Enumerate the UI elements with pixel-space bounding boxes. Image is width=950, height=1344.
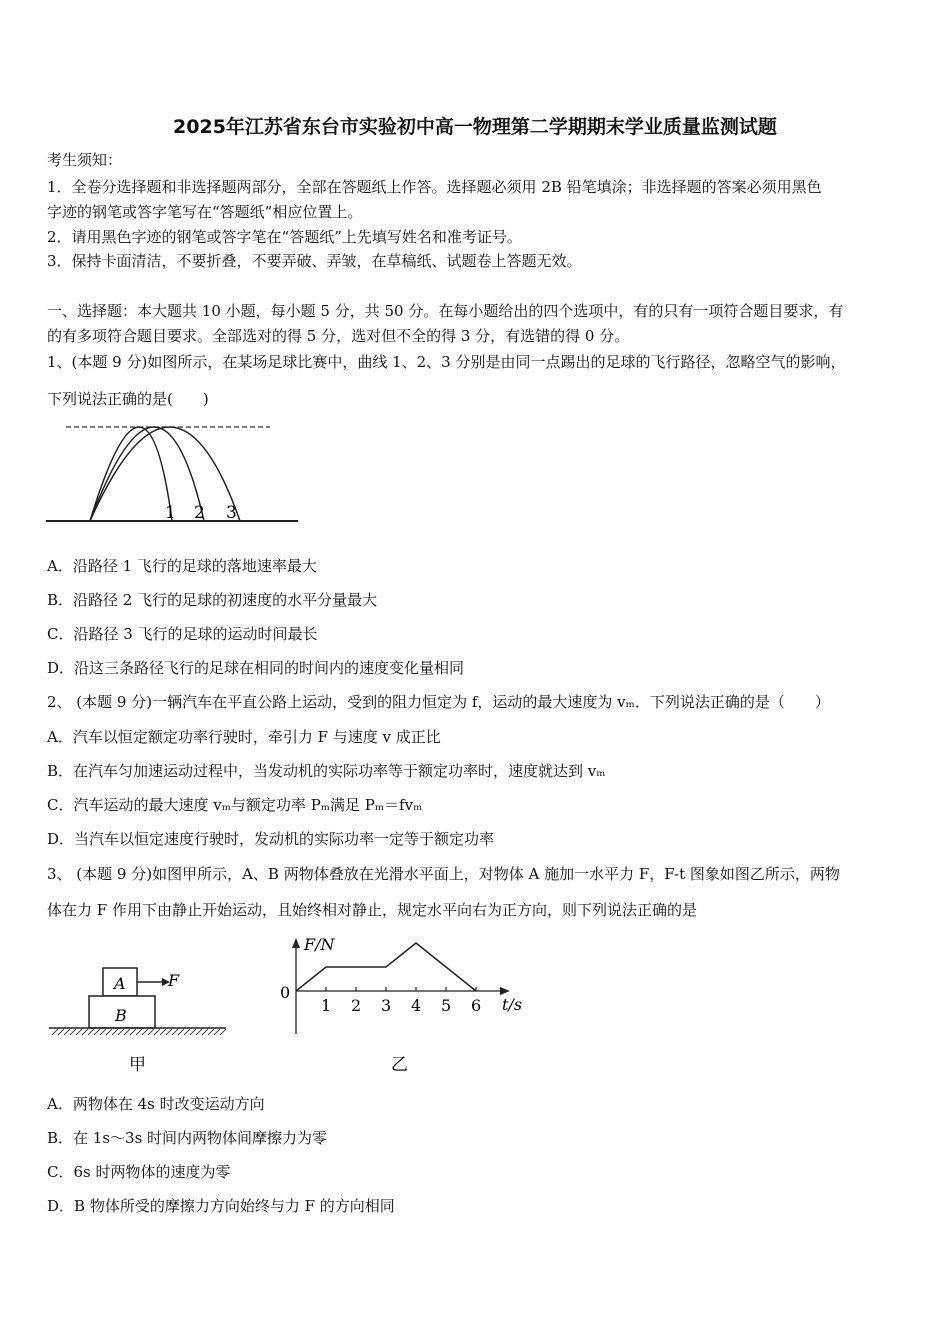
hatch-stroke <box>190 1029 196 1035</box>
hatch-stroke <box>202 1029 208 1035</box>
notice-item: 3．保持卡面清洁，不要折叠，不要弄破、弄皱，在草稿纸、试题卷上答题无效。 <box>47 252 582 270</box>
hatch-stroke <box>208 1029 214 1035</box>
x-tick-label: 4 <box>411 996 422 1015</box>
q1-stem: 1、(本题 9 分)如图所示，在某场足球比赛中，曲线 1、2、3 分别是由同一点踢出的足球的飞行路径，忽略空气的影响， <box>47 353 846 371</box>
q2-option: D．当汽车以恒定速度行驶时，发动机的实际功率一定等于额定功率 <box>47 830 495 848</box>
y-axis-arrow <box>292 938 300 948</box>
q1-option: A．沿路径 1 飞行的足球的落地速率最大 <box>47 557 317 575</box>
ground-hatching <box>52 1029 226 1035</box>
hatch-stroke <box>100 1029 106 1035</box>
figure-caption: 乙 <box>391 1055 408 1075</box>
hatch-stroke <box>184 1029 190 1035</box>
x-axis-arrow <box>500 987 510 995</box>
trajectory-label: 2 <box>194 503 205 523</box>
hatch-stroke <box>220 1029 226 1035</box>
x-tick-label: 6 <box>471 996 482 1015</box>
q2-option: C．汽车运动的最大速度 vₘ与额定功率 Pₘ满足 Pₘ＝fvₘ <box>47 796 423 814</box>
trajectory-2 <box>90 427 204 521</box>
section-instructions: 一、选择题：本大题共 10 小题，每小题 5 分，共 50 分。在每小题给出的四个选项中，有的只有一项符合题目要求，有 <box>47 302 844 320</box>
hatch-stroke <box>196 1029 202 1035</box>
hatch-stroke <box>82 1029 88 1035</box>
q3-stem: 体在力 F 作用下由静止开始运动，且始终相对静止，规定水平向右为正方向，则下列说法正确的是 <box>47 901 697 919</box>
y-axis-label: F/N <box>304 935 335 954</box>
hatch-stroke <box>160 1029 166 1035</box>
hatch-stroke <box>166 1029 172 1035</box>
x-tick-label: 2 <box>351 996 362 1015</box>
q2-stem: 2、 (本题 9 分)一辆汽车在平直公路上运动，受到的阻力恒定为 f，运动的最大速度为 vₘ．下列说法正确的是（ ） <box>47 693 830 711</box>
section-instructions: 的有多项符合题目要求。全部选对的得 5 分，选对但不全的得 3 分，有选错的得 0 分。 <box>47 327 630 345</box>
block-b-label: B <box>115 1006 127 1025</box>
force-label: F <box>168 971 180 990</box>
hatch-stroke <box>118 1029 124 1035</box>
q1-option: D．沿这三条路径飞行的足球在相同的时间内的速度变化量相同 <box>47 659 465 677</box>
q2-option: A．汽车以恒定额定功率行驶时，牵引力 F 与速度 v 成正比 <box>47 728 441 746</box>
q3-figure-yi-ft-graph <box>276 932 536 1078</box>
hatch-stroke <box>172 1029 178 1035</box>
figure-caption: 甲 <box>129 1055 146 1075</box>
hatch-stroke <box>148 1029 154 1035</box>
x-tick-label: 1 <box>321 996 332 1015</box>
x-axis-label: t/s <box>502 995 523 1014</box>
hatch-stroke <box>94 1029 100 1035</box>
notice-item: 字迹的钢笔或答字笔写在“答题纸”相应位置上。 <box>47 203 363 221</box>
hatch-stroke <box>70 1029 76 1035</box>
q3-option: A．两物体在 4s 时改变运动方向 <box>47 1095 265 1113</box>
q1-stem: 下列说法正确的是( ) <box>47 390 209 408</box>
q3-option: B．在 1s～3s 时间内两物体间摩擦力为零 <box>47 1129 328 1147</box>
trajectory-label: 1 <box>165 503 176 523</box>
hatch-stroke <box>112 1029 118 1035</box>
q3-option: D．B 物体所受的摩擦力方向始终与力 F 的方向相同 <box>47 1197 395 1215</box>
block-a-label: A <box>114 974 126 993</box>
q1-trajectory-figure <box>44 420 300 530</box>
q2-option: B．在汽车匀加速运动过程中，当发动机的实际功率等于额定功率时，速度就达到 vₘ <box>47 762 606 780</box>
hatch-stroke <box>136 1029 142 1035</box>
hatch-stroke <box>58 1029 64 1035</box>
hatch-stroke <box>76 1029 82 1035</box>
hatch-stroke <box>214 1029 220 1035</box>
notice-item: 2．请用黑色字迹的钢笔或答字笔在“答题纸”上先填写姓名和准考证号。 <box>47 228 522 246</box>
origin-label: 0 <box>280 983 291 1002</box>
notice-item: 1．全卷分选择题和非选择题两部分，全部在答题纸上作答。选择题必须用 2B 铅笔填涂；非选择题的答案必须用黑色 <box>47 178 822 196</box>
hatch-stroke <box>124 1029 130 1035</box>
q1-option: B．沿路径 2 飞行的足球的初速度的水平分量最大 <box>47 591 378 609</box>
q3-figure-jia <box>44 958 234 1078</box>
x-tick-label: 5 <box>441 996 452 1015</box>
q3-option: C．6s 时两物体的速度为零 <box>47 1163 231 1181</box>
page-title: 2025年江苏省东台市实验初中高一物理第二学期期末学业质量监测试题 <box>173 116 777 138</box>
hatch-stroke <box>130 1029 136 1035</box>
hatch-stroke <box>178 1029 184 1035</box>
trajectory-label: 3 <box>226 503 237 523</box>
hatch-stroke <box>106 1029 112 1035</box>
notice-heading: 考生须知： <box>47 151 123 169</box>
hatch-stroke <box>88 1029 94 1035</box>
q1-option: C．沿路径 3 飞行的足球的运动时间最长 <box>47 625 318 643</box>
x-tick-label: 3 <box>381 996 392 1015</box>
hatch-stroke <box>142 1029 148 1035</box>
hatch-stroke <box>64 1029 70 1035</box>
q3-stem: 3、 (本题 9 分)如图甲所示，A、B 两物体叠放在光滑水平面上，对物体 A 施加一水平力 F，F-t 图象如图乙所示，两物 <box>47 865 840 883</box>
hatch-stroke <box>52 1029 58 1035</box>
hatch-stroke <box>154 1029 160 1035</box>
